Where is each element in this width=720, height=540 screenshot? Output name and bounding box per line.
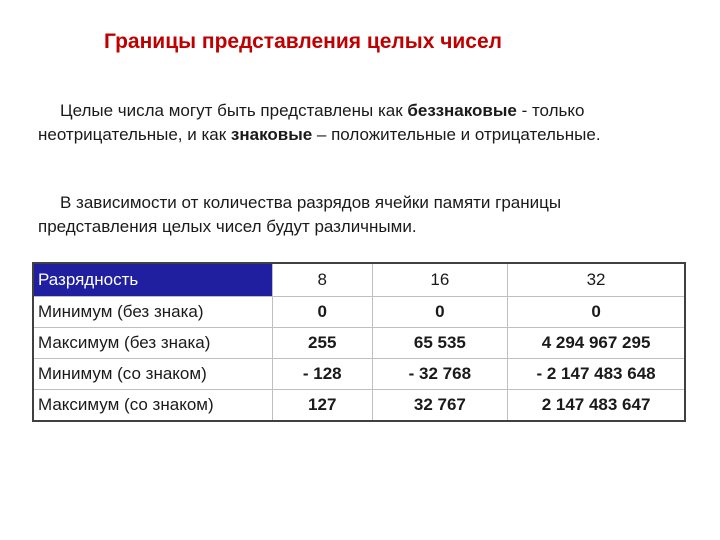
cell-value: 32 767 (372, 390, 508, 422)
header-bits-32: 32 (508, 263, 685, 297)
cell-value: 2 147 483 647 (508, 390, 685, 422)
cell-value: - 2 147 483 648 (508, 359, 685, 390)
row-label: Минимум (без знака) (33, 297, 272, 328)
cell-value: 0 (508, 297, 685, 328)
row-label: Максимум (со знаком) (33, 390, 272, 422)
cell-value: - 128 (272, 359, 372, 390)
term-unsigned: беззнаковые (407, 101, 517, 120)
paragraph-text: Целые числа могут быть представлены как (60, 101, 408, 120)
header-bits-8: 8 (272, 263, 372, 297)
table-row (33, 390, 685, 422)
cell-value: - 32 768 (372, 359, 508, 390)
paragraph-text: - только неотрицательные, и как (38, 101, 585, 144)
paragraph-signed-unsigned (38, 99, 678, 147)
paragraph-bit-width: В зависимости от количества разрядов ячейки памяти границы представления целых чисел будут различными. (38, 193, 562, 236)
paragraph-text: – положительные и отрицательные. (312, 125, 601, 144)
row-label: Минимум (со знаком) (33, 359, 272, 390)
cell-value: 255 (272, 328, 372, 359)
header-label-cell: Разрядность (33, 263, 272, 297)
cell-value: 0 (372, 297, 508, 328)
table-row (33, 359, 685, 390)
integer-limits-table (32, 262, 686, 422)
table-row (33, 297, 685, 328)
cell-value: 127 (272, 390, 372, 422)
header-bits-16: 16 (372, 263, 508, 297)
row-label: Максимум (без знака) (33, 328, 272, 359)
table-header-row (33, 263, 685, 297)
page-title: Границы представления целых чисел (104, 30, 503, 53)
cell-value: 65 535 (372, 328, 508, 359)
cell-value: 0 (272, 297, 372, 328)
cell-value: 4 294 967 295 (508, 328, 685, 359)
term-signed: знаковые (230, 125, 313, 144)
table-row (33, 328, 685, 359)
